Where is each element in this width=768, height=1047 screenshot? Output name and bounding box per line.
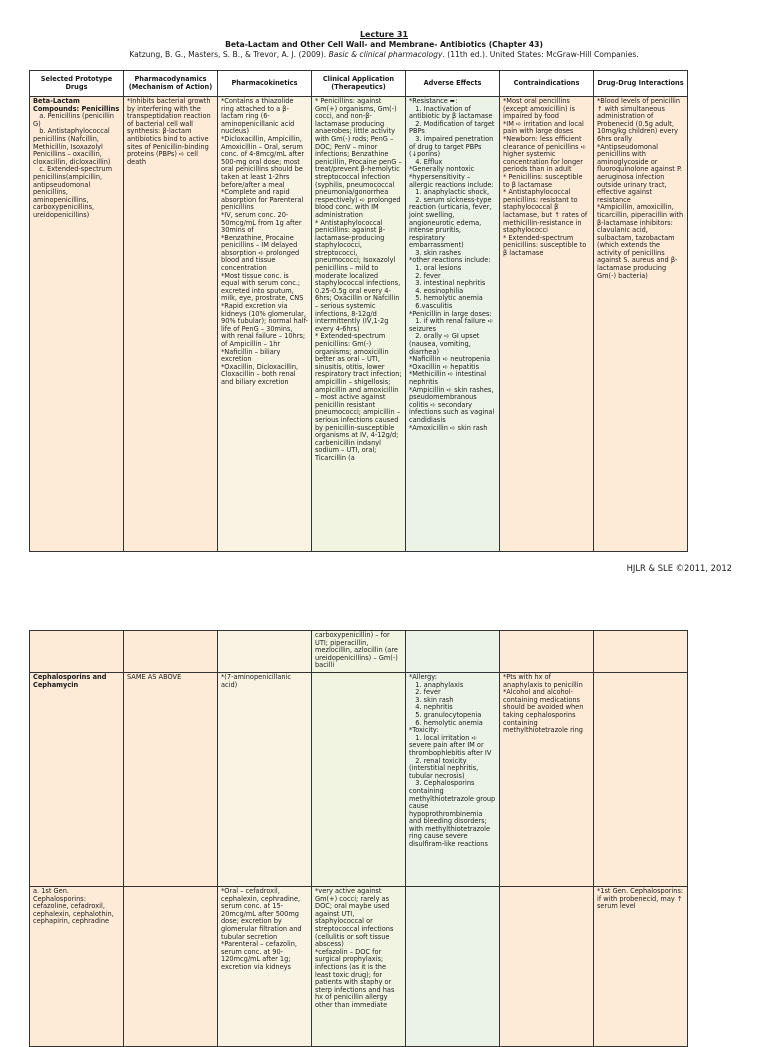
kinetics-cell: *(7-aminopenicillanic acid) [218, 673, 312, 887]
drug-list: a. Penicillins (penicillin G) b. Antistaphylococcal penicillins (Nafcillin, Methicillin, Isoxazolyl Penicillins – oxacillin, cloxacillin, dicloxacillin) c. Extended-spectrum penicillins(ampicillin, antipseudomonal penicillins, aminopenicillins, carboxypenicillins, ureidopenicillins) [33, 112, 114, 219]
column-header: Adverse Effects [406, 71, 500, 97]
kinetics-cell: *Contains a thiazolide ring attached to a β-lactam ring (6-aminopenicillanic acid nucleus) *Dicloxacillin, Ampicillin, Amoxicillin – Oral, serum conc. of 4-8mcg/mL after 500-mg oral dose; most oral penicillins should be taken at least 1-2hrs before/after a meal *Complete and rapid absorption for Parenteral penicillins *IV, serum conc. 20-50mcg/mL from 1g after 30mins of *Benzathine, Procaine penicillins – IM delayed absorption ➪ prolonged blood and tissue concentration *Most tissue conc. is equal with serum conc.; excreted into sputum, milk, eye, prostrate, CNS *Rapid excretion via kidneys (10% glomerular, 90% tubular); normal half-life of PenG – 30mins, with renal failure – 10hrs; of Ampicillin – 1hr *Naficillin – biliary excretion *Oxacillin, Dicloxacillin, Cloxacillin – both renal and biliary excretion [218, 97, 312, 552]
table-row [30, 887, 688, 1047]
kinetics-cell [218, 631, 312, 673]
mechanism-cell: SAME AS ABOVE [124, 673, 218, 887]
table-row [30, 97, 688, 552]
mechanism-cell [124, 887, 218, 1047]
application-cell: * Penicillins: against Gm(+) organisms, Gm(-) cocci, and non-β-lactamase producing anaerobes; little activity with Gm(-) rods; PenG – DOC; PenV – minor infections; Benzathine penicillin, Procaine penG – treat/prevent β-hemolytic streptococcal infection (syphilis, pneumococcal pneumonia/gonorrhea respectively) ➪ prolonged blood conc. with IM administration * Antistaphylococcal penicillins: against β-lactamase-producing staphylococci, streptococci, pneumococci; Isoxazolyl penicillins – mild to moderate localized staphylococcal infections, 0.25-0.5g oral every 4-6hrs; Oxacillin or Nafcillin – serious systemic infections, 8-12g/d intermittently (IV,1-2g every 4-6hrs) * Extended-spectrum penicillins: Gm(-) organisms; amoxicillin better as oral – UTI, sinusitis, otitis, lower respiratory tract infection; ampicillin – shigellosis; ampicillin and amoxicillin – most active against penicillin resistant pneumococci; ampicillin – serious infections caused by penicillin-susceptible organisms at IV, 4-12g/d; carbenicillin indanyl sodium – UTI, oral; Ticarcillin (a [312, 97, 406, 552]
drug-cell [30, 631, 124, 673]
drug-interactions-cell [594, 631, 688, 673]
column-header: Clinical Application (Therapeutics) [312, 71, 406, 97]
column-header: Pharmacokinetics [218, 71, 312, 97]
drug-interactions-cell: *1st Gen. Cephalosporins: if with probenecid, may ↑ serum level [594, 887, 688, 1047]
table-header-row [30, 71, 688, 97]
lecture-number: Lecture 31 [359, 30, 409, 39]
drug-table-page2 [29, 630, 688, 1047]
application-cell: *very active against Gm(+) cocci; rarely as DOC; oral maybe used against UTI, staphylococcal or streptococcal infections (cellulitis or soft tissue abscess) *cefazolin – DOC for surgical prophylaxis; infections (as it is the least toxic drug); for patients with staphy or sterp infections and has hx of penicillin allergy other than immediate [312, 887, 406, 1047]
column-header: Selected Prototype Drugs [30, 71, 124, 97]
drug-cell: a. 1st Gen. Cephalosporins: cefazoline, cefadroxil, cephalexin, cephalothin, cephapirin, cephradine [30, 887, 124, 1047]
table-row [30, 673, 688, 887]
adverse-effects-cell: *Resistance ➨: 1. Inactivation of antibiotic by β lactamase 2. Modification of target PBPs 3. impaired penetration of drug to target PBPs (↓porins) 4. Efflux *Generally nontoxic *hypersensitivity – allergic reactions include: 1. anaphylactic shock, 2. serum sickness-type reaction (urticaria, fever, joint swelling, angioneurotic edema, intense pruritis, respiratory embarrassment) 3. skin rashes *other reactions include: 1. oral lesions 2. fever 3. intestinal nephritis 4. eosinophilia 5. hemolytic anemia 6.vasculitis *Penicillin in large doses: 1. if with renal failure ➪ seizures 2. orally ➪ GI upset (nausea, vomiting, diarrhea) *Naficillin ➪ neutropenia *Oxacillin ➪ hepatitis *Methicillin ➪ intestinal nephritis *Ampicillin ➪ skin rashes, pseudomembranous colitis ➪ secondary infections such as vaginal candidiasis *Amoxicillin ➪ skin rash [406, 97, 500, 552]
document-header [0, 30, 768, 60]
mechanism-cell: *Inhibits bacterial growth by interfering with the transpeptidation reaction of bacterial cell wall synthesis: β-lactam antibiotics bind to active sites of Penicillin-binding proteins (PBPs) ➪ cell death [124, 97, 218, 552]
mechanism-cell [124, 631, 218, 673]
page-footer: HJLR & SLE ©2011, 2012 [626, 563, 732, 573]
application-cell [312, 673, 406, 887]
application-cell: carboxypenicillin) – for UTI; piperacillin, mezlocillin, azlocillin (are ureidopenicillins) – Gm(-) bacilli [312, 631, 406, 673]
citation: Katzung, B. G., Masters, S. B., & Trevor, A. J. (2009). Basic & clinical pharmacology. (11th ed.). United States: McGraw-Hill Companies. [129, 50, 639, 59]
drug-cell [30, 97, 124, 552]
kinetics-cell: *Oral – cefadroxil, cephalexin, cephradine, serum conc. at 15-20mcg/mL after 500mg dose; excretion by glomerular filtration and tubular secretion *Parenteral – cefazolin, serum conc. at 90-120mcg/mL after 1g; excretion via kidneys [218, 887, 312, 1047]
column-header: Contraindications [500, 71, 594, 97]
contraindications-cell: *Most oral pencillins (except amoxicillin) is impaired by food *IM ➪ irritation and local pain with large doses *Newborn: less efficient clearance of penicillins ➪ higher systemic concentration for longer periods than in adult * Penicillins: susceptible to β lactamase * Antistaphylococcal penicillins: resistant to staphylococcal β lactamase, but ↑ rates of methicillin-resistance in staphylococci * Extended-spectrum penicillins: susceptible to β lactamase [500, 97, 594, 552]
table-row [30, 631, 688, 673]
contraindications-cell: *Pts with hx of anaphylaxis to penicillin *Alcohol and alcohol-containing medications should be avoided when taking cephalosporins containing methylthiotetrazole ring [500, 673, 594, 887]
column-header: Pharmacodynamics (Mechanism of Action) [124, 71, 218, 97]
drug-interactions-cell [594, 673, 688, 887]
adverse-effects-cell: *Allergy: 1. anaphylaxis 2. fever 3. skin rash 4. nephritis 5. granulocytopenia 6. hemolytic anemia *Toxicity: 1. local irritation ➪ severe pain after IM or thrombophlebitis after IV 2. renal toxicity (interstitial nephritis, tubular necrosis) 3. Cephalosporins containing methylthiotetrazole group cause hypoprothrombinemia and bleeding disorders; with methylthiotetrazole ring cause severe disulfiram-like reactions [406, 673, 500, 887]
document-title: Beta-Lactam and Other Cell Wall- and Membrane- Antibiotics (Chapter 43) [225, 40, 543, 49]
drug-cell: Cephalosporins and Cephamycin [30, 673, 124, 887]
adverse-effects-cell [406, 887, 500, 1047]
adverse-effects-cell [406, 631, 500, 673]
drug-table-page1 [29, 70, 688, 552]
drug-class-title: Beta-Lactam Compounds: Penicillins [33, 97, 120, 113]
column-header: Drug-Drug Interactions [594, 71, 688, 97]
contraindications-cell [500, 631, 594, 673]
contraindications-cell [500, 887, 594, 1047]
drug-interactions-cell: *Blood levels of penicillin ↑ with simultaneous administration of Probenecid (0.5g adult, 10mg/kg children) every 6hrs orally *Antipseudomonal penicillins with aminoglycoside or fluoroquinolone against P. aeruginosa infection outside urinary tract, effective against resistance *Ampicillin, amoxicillin, ticarcillin, piperacillin with β-lactamase inhibitors: clavulanic acid, sulbactam, tazobactam (which extends the activity of penicillins against S. aureus and β-lactamase producing Gm(-) bacteria) [594, 97, 688, 552]
